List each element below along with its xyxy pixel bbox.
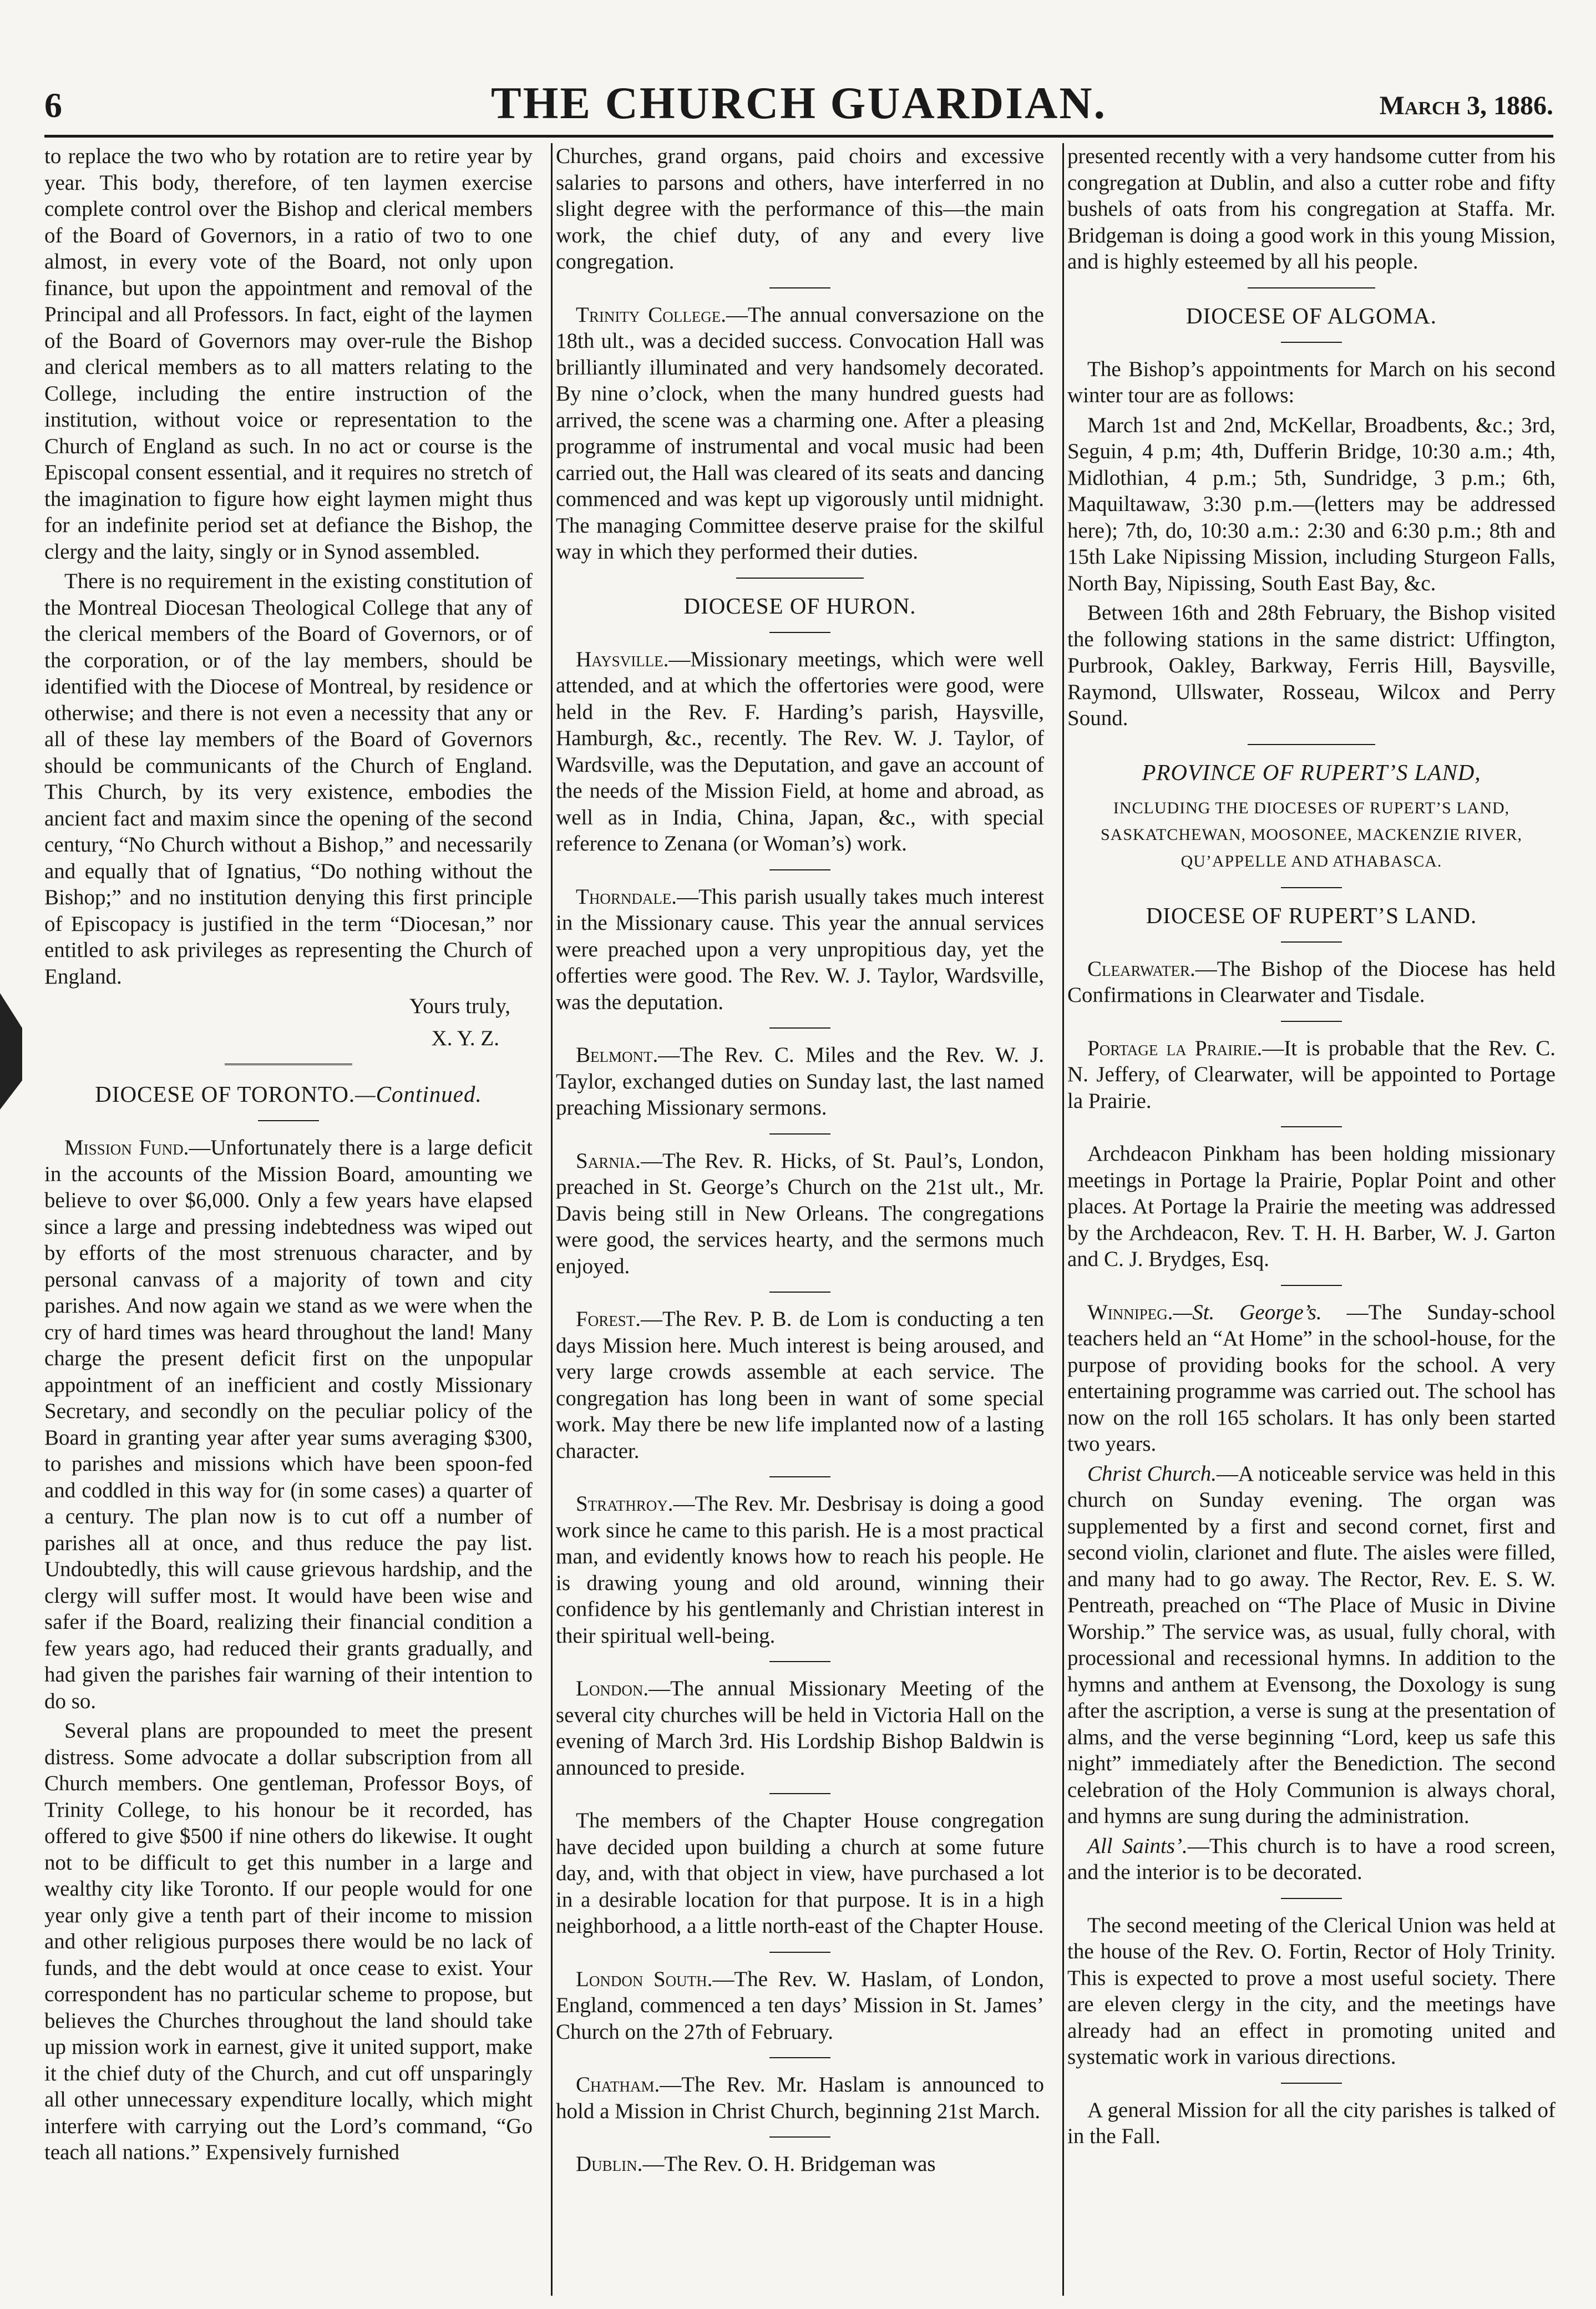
article-rule xyxy=(1281,1126,1342,1127)
article-lead: Forest. xyxy=(576,1307,641,1331)
letter-closing: Yours truly, xyxy=(409,994,510,1018)
article-dublin xyxy=(556,2151,1044,2178)
paragraph: The Bishop’s appointments for March on his second winter tour are as follows: xyxy=(1067,357,1556,407)
article-text: —The Rev. P. B. de Lom is conducting a ten days Mission here. Much interest is being aroused, and very large crowds assemble at each service. The congregation has long been in want of some special work. May there be new life implanted now of a lasting character. xyxy=(556,1307,1044,1463)
article-rule xyxy=(769,1027,830,1029)
article-lead: Mission Fund. xyxy=(64,1136,189,1159)
article-lead: London. xyxy=(576,1677,649,1700)
column-2 xyxy=(556,143,1044,2296)
heading-rule xyxy=(769,632,830,633)
article-trinity-college xyxy=(556,302,1044,565)
article-subject: —St. George’s. xyxy=(1173,1300,1322,1324)
section-heading-toronto xyxy=(44,1080,533,1108)
article-lead: Sarnia. xyxy=(576,1148,641,1173)
masthead xyxy=(44,75,1553,140)
paragraph: A general Mission for all the city parishes is talked of in the Fall. xyxy=(1067,2098,1556,2148)
article-rule xyxy=(1281,1898,1342,1899)
section-heading-huron: DIOCESE OF HURON. xyxy=(683,593,916,619)
article-lead: Trinity College. xyxy=(576,302,726,327)
article-lead: Chatham. xyxy=(576,2073,660,2097)
section-heading-ruperts-land: DIOCESE OF RUPERT’S LAND. xyxy=(1146,902,1477,928)
article-rule xyxy=(769,287,830,288)
article-rule xyxy=(769,1133,830,1135)
article-lead: Clearwater. xyxy=(1087,956,1195,981)
article-rule xyxy=(769,1793,830,1794)
article-rule xyxy=(769,1952,830,1953)
paragraph: Several plans are propounded to meet the present distress. Some advocate a dollar subscription from all Church members. One gentleman, Professor Boys, of Trinity College, to his honour be it recorded, has offered to give $500 if nine others do likewise. It ought not to be difficult to get this number in a large and wealthy city like Toronto. If our people would for one year only give a tenth part of their income to mission and other religious purposes there would be no lack of funds, and the debt would at once cease to exist. Your correspondent has no particular scheme to propose, but believes the Churches throughout the land should take up mission work in earnest, give it united support, make it the chief duty of the Church, and cut off unsparingly all other unnecessary expenditure locally, which might interfere with carrying out the Lord’s command, “Go teach all nations.” Expensively furnished xyxy=(44,1719,533,2164)
paragraph: There is no requirement in the existing constitution of the Montreal Diocesan Theological College that any of the clerical members of the Board of Governors, or of the corporation, or of the lay members, should be identified with the Diocese of Montreal, by residence or otherwise; and there is not even a necessity that any or all of these lay members of the Board of Governors should be communicants of the Church of England. This Church, by its very existence, embodies the ancient fact and maxim since the opening of the second century, “No Church without a Bishop,” and necessarily and equally that of Ignatius, “Do nothing without the Bishop;” and no institution denying this first principle of Episcopacy is justified in the term “Diocesan,” nor entitled to ask privileges as representing the Church of England. xyxy=(44,569,533,989)
article-rule xyxy=(769,1476,830,1477)
article-text: —The Rev. W. Haslam, of London, England, commenced a ten days’ Mission in St. James’ Church on the 27th of February. xyxy=(556,1967,1044,2044)
paragraph: presented recently with a very handsome cutter from his congregation at Dublin, and also a cutter robe and fifty bushels of oats from his congregation at Staffa. Mr. Bridgeman is doing a good work in this young Mission, and is highly esteemed by all his people. xyxy=(1067,144,1556,274)
article-lead: Belmont. xyxy=(576,1043,658,1067)
heading-continued: —Continued. xyxy=(355,1081,482,1107)
article-text: —This parish usually takes much interest in the Missionary cause. This year the annual services were preached upon a very unpropitious day, yet the offerties were good. The Rev. W. J. Taylor, Wardsville, was the deputation. xyxy=(556,884,1044,1014)
province-subtitle xyxy=(1067,795,1556,875)
article-text: —Missionary meetings, which were well attended, and at which the offertories were good, were held in the Rev. F. Harding’s parish, Haysville, Hamburgh, &c., recently. The Rev. W. J. Taylor, of Wardsville, was the Deputation, and gave an account of the needs of the Mission Field, at home and abroad, as well as in India, China, Japan, &c., with special reference to Zenana (or Woman’s) work. xyxy=(556,647,1044,855)
article-lead: Strathroy. xyxy=(576,1492,673,1516)
paragraph: The second meeting of the Clerical Union was held at the house of the Rev. O. Fortin, Rector of Holy Trinity. This is expected to prove a most useful society. There are eleven clergy in the city, and the meetings have already had an effect in promoting united and systematic work in various directions. xyxy=(1067,1913,1556,2069)
article-text: —This church is to have a rood screen, and the interior is to be decorated. xyxy=(1067,1834,1556,1884)
article-text: —Unfortunately there is a large deficit in the accounts of the Mission Board, amounting we believe to over $6,000. Only a few years have elapsed since a large and pressing indebtedness was wiped out by efforts of the most strenuous character, and by personal canvass of a majority of town and city parishes. And now again we stand as we were when the cry of hard times was heard throughout the land! Many charge the present deficit first on the unpopular appointment of an inefficient and costly Missionary Secretary, and secondly on the peculiar policy of the Board in granting year after year sums averaging $300, to parishes and missions which have been spoon-fed and coddled in this way for (in some cases) a quarter of a century. The plan now is to cut off a number of parishes all at once, and thus reduce the pay list. Undoubtedly, this will cause grievous hardship, and the clergy will suffer most. It would have been wise and safer if the Board, realizing their financial condition a few years ago, had reduced their grants gradually, and had given the parishes fair warning of their intention to do so. xyxy=(44,1136,533,1713)
paragraph: Archdeacon Pinkham has been holding missionary meetings in Portage la Prairie, Poplar Point and other places. At Portage la Prairie the meeting was addressed by the Archdeacon, Rev. T. H. H. Barber, W. J. Garton and C. J. Brydges, Esq. xyxy=(1067,1142,1556,1271)
section-rule xyxy=(1248,744,1375,745)
article-sarnia xyxy=(556,1148,1044,1280)
article-text: —The Rev. C. Miles and the Rev. W. J. Taylor, exchanged duties on Sunday last, the last named preaching Missionary sermons. xyxy=(556,1043,1044,1120)
article-london-south xyxy=(556,1966,1044,2045)
article-chatham xyxy=(556,2072,1044,2124)
section-rule xyxy=(736,578,864,579)
paragraph: March 1st and 2nd, McKellar, Broadbents, &c.; 3rd, Seguin, 4 p.m; 4th, Dufferin Bridge, 10:30 a.m.; 4th, Midlothian, 4 p.m.; 5th, Sundridge, 3 p.m.; 6th, Maquiltawaw, 3:30 p.m.—(letters may be addressed here); 7th, do, 10:30 a.m.: 2:30 and 6:30 p.m.; 8th and 15th Lake Nipissing Mission, including Sturgeon Falls, North Bay, Nipissing, South East Bay, &c. xyxy=(1067,413,1556,595)
header-rule xyxy=(44,135,1553,138)
article-rule xyxy=(769,1292,830,1293)
article-lead: Portage la Prairie. xyxy=(1087,1036,1263,1060)
article-rule xyxy=(769,2057,830,2058)
article-subject: All Saints’. xyxy=(1087,1834,1188,1858)
article-text: —The Bishop of the Diocese has held Confirmations in Clearwater and Tisdale. xyxy=(1067,956,1556,1007)
article-text: —The annual conversazione on the 18th ult., was a decided success. Convocation Hall was brilliantly illuminated and very handsomely decorated. By nine o’clock, when the many hundred guests had arrived, the scene was a charming one. After a pleasing programme of instrumental and vocal music had been carried out, the Hall was cleared of its seats and dancing commenced and was kept up vigorously until midnight. The managing Committee deserve praise for the skilful way in which they performed their duties. xyxy=(556,302,1044,564)
article-text: —The Rev. O. H. Bridgeman was xyxy=(642,2152,936,2176)
paragraph: The members of the Chapter House congregation have decided upon building a church at some future day, and, with that object in view, have purchased a lot in a desirable location for that purpose. It is in a high neighborhood, a a little north-east of the Chapter House. xyxy=(556,1809,1044,1938)
article-text: —The Rev. R. Hicks, of St. Paul’s, London, preached in St. George’s Church on the 21st ult., Mr. Davis being still in New Orleans. The congregations were good, the services hearty, and the sermons much enjoyed. xyxy=(556,1148,1044,1278)
article-belmont xyxy=(556,1042,1044,1121)
heading-text: DIOCESE OF TORONTO. xyxy=(95,1081,356,1107)
column-3 xyxy=(1067,143,1556,2296)
article-winnipeg xyxy=(1067,1299,1556,1457)
article-text: —The Rev. Mr. Haslam is announced to hold a Mission in Christ Church, beginning 21st March. xyxy=(556,2073,1044,2123)
article-lead: London South. xyxy=(576,1967,713,1991)
article-thorndale xyxy=(556,884,1044,1016)
article-rule xyxy=(1281,1021,1342,1022)
heading-rule xyxy=(1281,941,1342,943)
paper-title: THE CHURCH GUARDIAN. xyxy=(490,78,1107,128)
article-clearwater xyxy=(1067,956,1556,1009)
section-heading-province: PROVINCE OF RUPERT’S LAND, xyxy=(1142,759,1481,785)
column-divider xyxy=(551,143,553,2296)
heading-rule xyxy=(1281,887,1342,888)
article-rule xyxy=(769,2136,830,2138)
issue-date: March 3, 1886. xyxy=(1379,91,1553,120)
article-strathroy xyxy=(556,1491,1044,1649)
letter-signature: X. Y. Z. xyxy=(431,1026,499,1050)
article-text: —The Sunday-school teachers held an “At Home” in the school-house, for the purpose of providing books for the school. A very entertaining programme was carried out. The school has now on the roll 165 scholars. It has only been started two years. xyxy=(1067,1300,1556,1456)
subtitle-line: SASKATCHEWAN, MOOSONEE, MACKENZIE RIVER, xyxy=(1101,825,1522,844)
article-text: —It is probable that the Rev. C. N. Jeffery, of Clearwater, will be appointed to Portage la Prairie. xyxy=(1067,1036,1556,1113)
article-text: —The Rev. Mr. Desbrisay is doing a good work since he came to this parish. He is a most practical man, and evidently knows how to reach his people. He is drawing young and old around, winning their confidence by his gentlemanly and Christian interest in their spiritual well-being. xyxy=(556,1492,1044,1648)
article-haysville xyxy=(556,646,1044,857)
section-rule xyxy=(225,1064,352,1067)
article-lead: Haysville. xyxy=(576,647,669,671)
article-lead: Winnipeg. xyxy=(1087,1300,1173,1324)
article-text: —A noticeable service was held in this church on Sunday evening. The organ was supplemented by a first and second cornet, first and second violin, clarionet and flute. The aisles were filled, and many had to go away. The Rector, Rev. E. S. W. Pentreath, preached on “The Place of Music in Divine Worship.” The service was, as usual, fully choral, with processional and recessional hymns. In addition to the hymns and anthem at Evensong, the Doxology is sung after the ascription, a verse is sung at the presentation of alms, and the verse beginning “Lord, keep us safe this night” immediately after the Benediction. The second celebration of the Holy Communion is always choral, and hymns are sung during the administration. xyxy=(1067,1461,1556,1828)
column-1 xyxy=(44,143,533,2296)
subtitle-line: INCLUDING THE DIOCESES OF RUPERT’S LAND, xyxy=(1113,798,1510,817)
article-rule xyxy=(1281,2083,1342,2084)
paragraph: Between 16th and 28th February, the Bishop visited the following stations in the same district: Uffington, Purbrook, Oakley, Barkway, Ferris Hill, Baysville, Raymond, Ullswater, Rosseau, Wilcox and Perry Sound. xyxy=(1067,601,1556,730)
paragraph: to replace the two who by rotation are to retire year by year. This body, therefore, of ten laymen exercise complete control over the Bishop and clerical members of the Board of Governors, in a ratio of two to one almost, in every vote of the Board, not only upon finance, but upon the appointment and removal of the Principal and all Professors. In fact, eight of the laymen of the Board of Governors may over-rule the Bishop and clerical members as to all matters relating to the College, including the entire instruction of the institution, without voice or representation to the Church of England as such. In no act or course is the Episcopal consent essential, and it requires no stretch of the imagination to figure how eight laymen might thus for an indefinite period set at defiance the Bishop, the clergy and the laity, singly or in Synod assembled. xyxy=(44,144,533,564)
article-london xyxy=(556,1675,1044,1781)
article-rule xyxy=(769,1661,830,1662)
paragraph: Churches, grand organs, paid choirs and excessive salaries to parsons and others, have interferred in no slight degree with the performance of this—the main work, the chief duty, of any and every live congregation. xyxy=(556,144,1044,274)
article-all-saints xyxy=(1067,1833,1556,1886)
section-heading-algoma: DIOCESE OF ALGOMA. xyxy=(1186,302,1437,328)
article-rule xyxy=(1281,1285,1342,1286)
printing-mark xyxy=(0,993,22,1110)
section-rule xyxy=(1248,287,1375,288)
page-number: 6 xyxy=(44,85,62,125)
article-lead: Dublin. xyxy=(576,2152,643,2176)
article-subject: Christ Church. xyxy=(1087,1461,1217,1486)
article-portage xyxy=(1067,1035,1556,1115)
article-mission-fund xyxy=(44,1135,533,1714)
article-forest xyxy=(556,1306,1044,1464)
heading-rule xyxy=(258,1120,319,1121)
article-text: —The annual Missionary Meeting of the several city churches will be held in Victoria Hall on the evening of March 3rd. His Lordship Bishop Baldwin is announced to preside. xyxy=(556,1677,1044,1780)
article-rule xyxy=(769,869,830,870)
article-christ-church xyxy=(1067,1461,1556,1830)
heading-rule xyxy=(1281,342,1342,343)
subtitle-line: QU’APPELLE AND ATHABASCA. xyxy=(1180,852,1442,870)
column-divider xyxy=(1062,143,1064,2296)
article-lead: Thorndale. xyxy=(576,884,677,909)
